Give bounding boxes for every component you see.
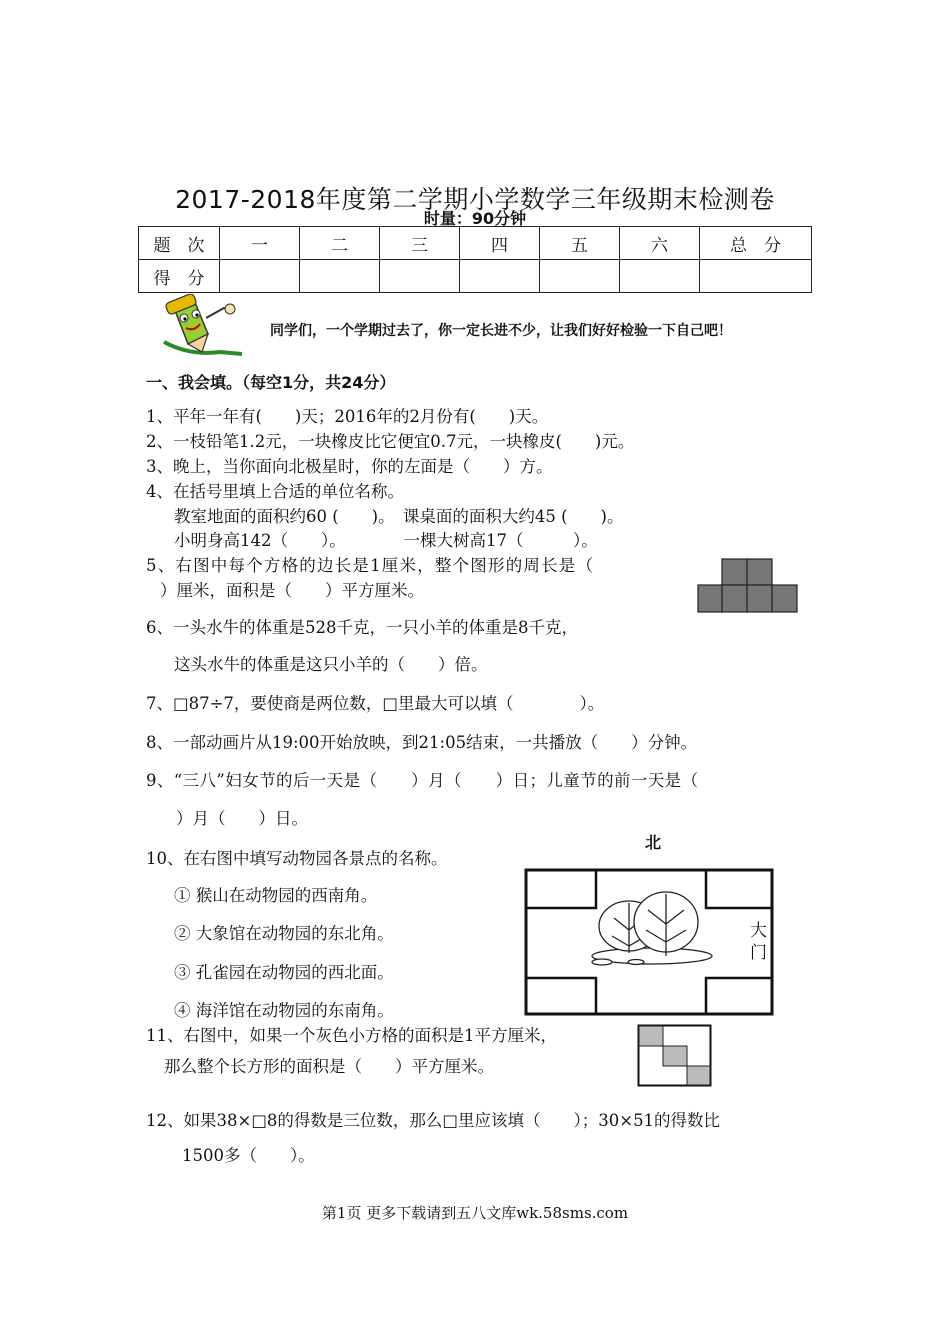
zoo-map [524,868,776,1018]
table-cell: 四 [460,227,540,260]
table-cell: 三 [380,227,460,260]
question-line: ）月（ ）日。 [176,809,308,828]
time-limit: 时量：90分钟 [423,209,527,228]
question-line: ③ 孔雀园在动物园的西北面。 [174,963,394,982]
question-line: 1、平年一年有( )天；2016年的2月份有( )天。 [146,407,549,426]
table-cell: 总 分 [700,227,812,260]
gate-label-char: 门 [750,943,767,963]
score-input-5[interactable] [540,260,620,293]
greeting-text: 同学们，一个学期过去了，你一定长进不少，让我们好好检验一下自己吧！ [270,323,732,339]
table-cell: 题 次 [139,227,220,260]
map-slot-southwest [526,978,596,1014]
score-input-3[interactable] [380,260,460,293]
question-line: 1500多（ ）。 [182,1146,315,1165]
question-line: 教室地面的面积约60 ( )。 课桌面的面积大约45 ( )。 [174,507,624,526]
question-line: 3、晚上，当你面向北极星时，你的左面是（ ）方。 [146,457,553,476]
map-slot-northwest [526,870,596,908]
question-line: 11、右图中，如果一个灰色小方格的面积是1平方厘米， [146,1026,557,1045]
score-table [138,226,812,293]
map-slot-northeast [706,870,772,908]
table-cell: 一 [220,227,300,260]
pencil-mascot-icon [150,294,245,362]
question-line: 这头水牛的体重是这只小羊的（ ）倍。 [174,655,488,674]
question-line: 7、□87÷7，要使商是两位数，□里最大可以填（ ）。 [146,694,605,713]
gate-label [750,920,767,964]
question-line: 12、如果38×□8的得数是三位数，那么□里应该填（ ）；30×51的得数比 [146,1111,721,1130]
north-label: 北 [645,833,662,852]
question-line: 那么整个长方形的面积是（ ）平方厘米。 [164,1057,494,1076]
question-line: 6、一头水牛的体重是528千克，一只小羊的体重是8千克， [146,618,578,637]
grid-shape-figure [697,558,799,614]
gate-label-char: 大 [750,921,767,941]
question-line: 10、在右图中填写动物园各景点的名称。 [146,849,448,868]
rectangle-diagonal-figure [637,1024,713,1088]
question-line: ④ 海洋馆在动物园的东南角。 [174,1001,394,1020]
section-title: 一、我会填。（每空1分，共24分） [146,373,396,392]
score-input-1[interactable] [220,260,300,293]
table-cell: 得 分 [139,260,220,293]
score-input-total[interactable] [700,260,812,293]
question-line: 2、一枝铅笔1.2元，一块橡皮比它便宜0.7元，一块橡皮( )元。 [146,432,635,451]
question-line: ② 大象馆在动物园的东北角。 [174,924,394,943]
table-cell: 五 [540,227,620,260]
question-line: 8、一部动画片从19:00开始放映，到21:05结束，一共播放（ ）分钟。 [146,733,698,752]
table-cell: 六 [620,227,700,260]
table-row [139,227,812,260]
trees-icon [592,892,712,965]
question-line: ）厘米，面积是（ ）平方厘米。 [160,581,424,600]
question-line: 4、在括号里填上合适的单位名称。 [146,482,404,501]
score-input-4[interactable] [460,260,540,293]
table-cell: 二 [300,227,380,260]
map-slot-southeast [706,978,772,1014]
question-line: 5、右图中每个方格的边长是1厘米，整个图形的周长是（ [146,556,595,575]
question-line: 小明身高142（ ）。 一棵大树高17（ ）。 [174,531,598,550]
page-title: 2017-2018年度第二学期小学数学三年级期末检测卷 [175,185,775,214]
table-row [139,260,812,293]
question-line: 9、“三八”妇女节的后一天是（ ）月（ ）日；儿童节的前一天是（ [146,771,699,790]
score-input-6[interactable] [620,260,700,293]
score-input-2[interactable] [300,260,380,293]
question-line: ① 猴山在动物园的西南角。 [174,886,378,905]
page-footer: 第1页 更多下载请到五八文库wk.58sms.com [321,1204,629,1222]
